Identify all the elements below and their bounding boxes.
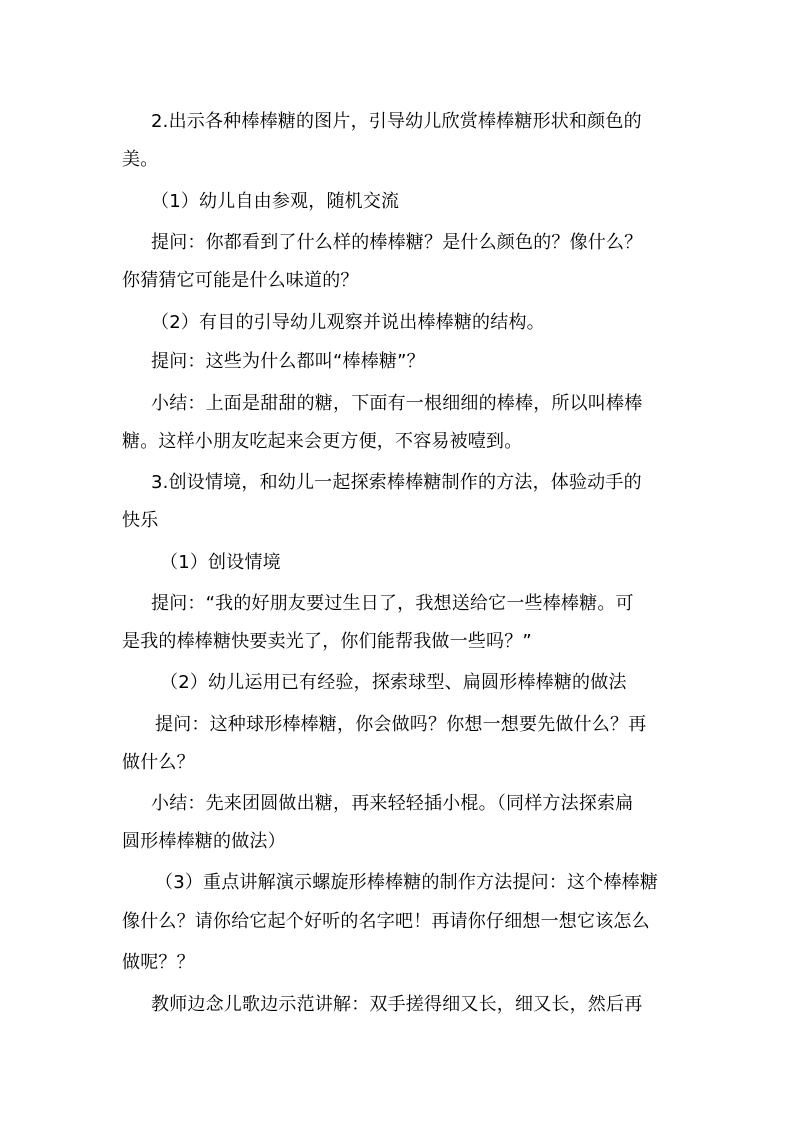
text-line: 提问：“我的好朋友要过生日了，我想送给它一些棒棒糖。可 [151, 593, 634, 614]
text-line: （1）创设情境 [160, 552, 281, 573]
text-line: 快乐 [122, 510, 159, 531]
text-line: （3）重点讲解演示螺旋形棒棒糖的制作方法提问：这个棒棒糖 [155, 872, 659, 893]
text-line: 提问：你都看到了什么样的棒棒糖？是什么颜色的？像什么？ [151, 232, 643, 253]
text-line: 美。 [122, 149, 159, 170]
text-line: 2.出示各种棒棒糖的图片，引导幼儿欣赏棒棒糖形状和颜色的 [151, 111, 642, 132]
text-line: 像什么？请你给它起个好听的名字吧！再请你仔细想一想它该怎么 [122, 911, 650, 932]
text-line: 小结：上面是甜甜的糖，下面有一根细细的棒棒，所以叫棒棒 [151, 393, 643, 414]
text-line: 小结：先来团圆做出糖，再来轻轻插小棍。（同样方法探索扁 [151, 793, 634, 814]
text-line: 做呢？？ [122, 952, 195, 973]
text-line: 做什么？ [122, 752, 195, 773]
text-line: 3.创设情境，和幼儿一起探索棒棒糖制作的方法，体验动手的 [151, 472, 642, 493]
text-line: （1）幼儿自由参观，随机交流 [151, 191, 400, 212]
text-line: 糖。这样小朋友吃起来会更方便，不容易被噎到。 [122, 431, 523, 452]
text-line: 提问：这些为什么都叫“棒棒糖”？ [151, 351, 425, 372]
text-line: 是我的棒棒糖快要卖光了，你们能帮我做一些吗？” [122, 631, 532, 652]
text-line: 提问：这种球形棒棒糖，你会做吗？你想一想要先做什么？再 [155, 714, 647, 735]
text-line: （2）幼儿运用已有经验，探索球型、扁圆形棒棒糖的做法 [160, 672, 627, 693]
text-line: 你猜猜它可能是什么味道的？ [122, 270, 359, 291]
text-line: （2）有目的引导幼儿观察并说出棒棒糖的结构。 [151, 312, 545, 333]
text-line: 教师边念儿歌边示范讲解：双手搓得细又长，细又长，然后再 [151, 994, 643, 1015]
text-line: 圆形棒棒糖的做法） [122, 831, 286, 852]
